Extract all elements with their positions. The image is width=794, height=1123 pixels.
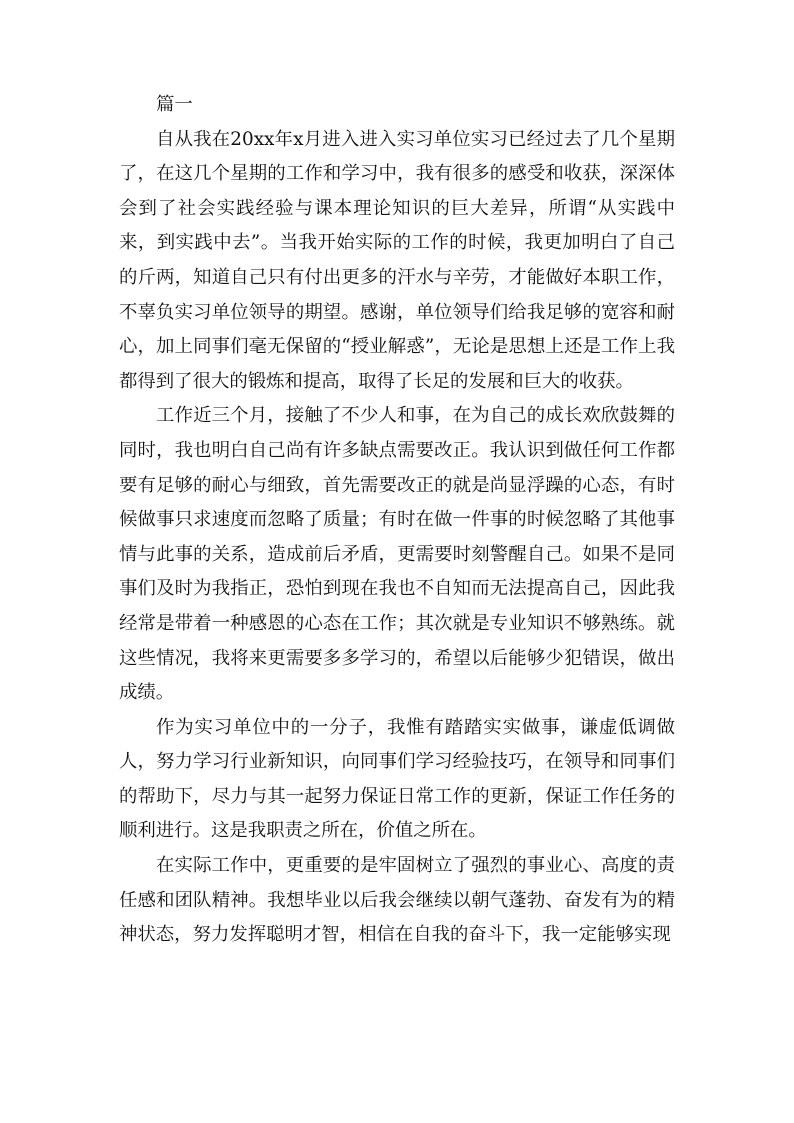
paragraph-3: 作为实习单位中的一分子，我惟有踏踏实实做事，谦虚低调做人，努力学习行业新知识，向同事们学习经验技巧，在领导和同事们的帮助下，尽力与其一起努力保证日常工作的更新，保证工作任务的顺利进行。这是我职责之所在，价值之所在。	[119, 716, 675, 842]
section-heading: 篇一	[156, 94, 193, 115]
document-body	[119, 88, 675, 953]
paragraph-1: 自从我在20xx年x月进入进入实习单位实习已经过去了几个星期了，在这几个星期的工作和学习中，我有很多的感受和收获，深深体会到了社会实践经验与课本理论知识的巨大差异，所谓“从实践中来，到实践中去”。当我开始实际的工作的时候，我更加明白了自己的斤两，知道自己只有付出更多的汗水与辛劳，才能做好本职工作，不辜负实习单位领导的期望。感谢，单位领导们给我足够的宽容和耐心，加上同事们毫无保留的“授业解惑”，无论是思想上还是工作上我都得到了很大的锻炼和提高，取得了长足的发展和巨大的收获。	[119, 128, 675, 392]
paragraph-2: 工作近三个月，接触了不少人和事，在为自己的成长欢欣鼓舞的同时，我也明白自己尚有许多缺点需要改正。我认识到做任何工作都要有足够的耐心与细致，首先需要改正的就是尚显浮躁的心态，有时候做事只求速度而忽略了质量；有时在做一件事的时候忽略了其他事情与此事的关系，造成前后矛盾，更需要时刻警醒自己。如果不是同事们及时为我指正，恐怕到现在我也不自知而无法提高自己，因此我经常是带着一种感恩的心态在工作；其次就是专业知识不够熟练。就这些情况，我将来更需要多多学习的，希望以后能够少犯错误，做出成绩。	[119, 405, 675, 704]
paragraph-4: 在实际工作中，更重要的是牢固树立了强烈的事业心、高度的责任感和团队精神。我想毕业以后我会继续以朝气蓬勃、奋发有为的精神状态，努力发挥聪明才智，相信在自我的奋斗下，我一定能够实现	[119, 855, 675, 946]
